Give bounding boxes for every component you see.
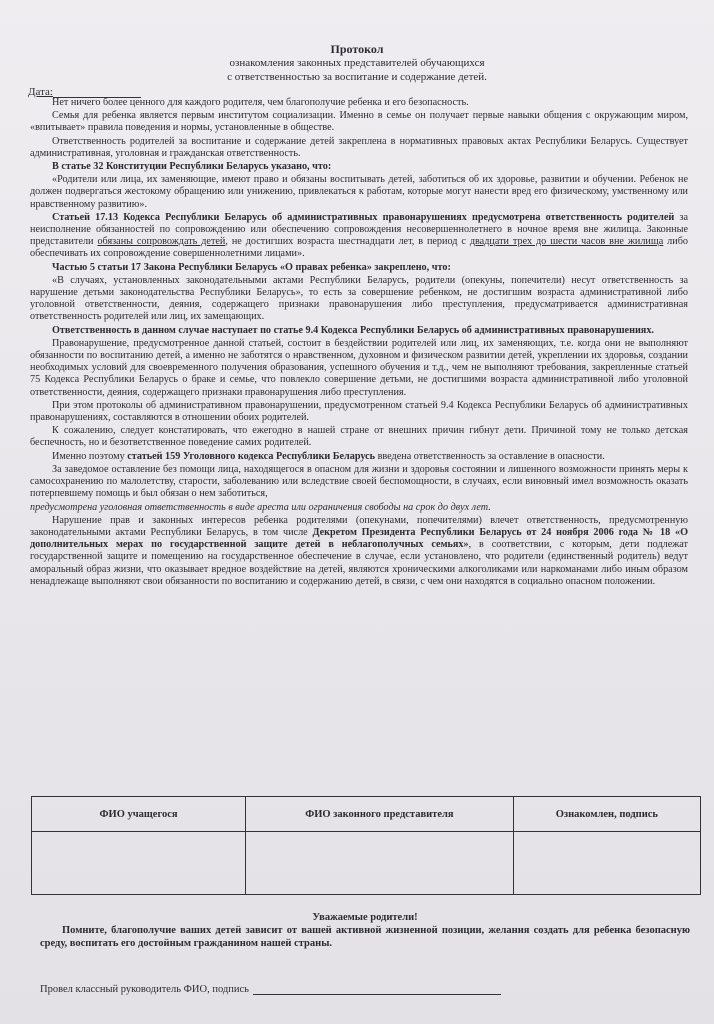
paragraph-article-159	[30, 451, 688, 463]
paragraph-article-9-4: Ответственность в данном случае наступает по статье 9.4 Кодекса Республики Беларусь об административных правонарушениях.	[52, 324, 654, 336]
paragraph-criminal-liability: предусмотрена уголовная ответственность в виде ареста или ограничения свободы на срок до двух лет.	[30, 501, 491, 513]
paragraph-3: Ответственность родителей за воспитание и содержание детей закреплена в нормативных правовых актах Республики Беларусь. Существует административная, уголовная и гражданская ответственность.	[30, 135, 688, 159]
footer-note	[40, 911, 690, 950]
article-17-13-text-1: за неисполнение обязанностей по сопровождению или обеспечению сопровождения несовершеннолетнего в ночное время вне жилища. Законные представители	[30, 211, 688, 248]
paragraph-2: Семья для ребенка является первым институтом социализации. Именно в семье он получает первые навыки общения с окружающим миром, «впитывает» правила поведения и нормы, установленные в обществе.	[30, 110, 688, 134]
signature-cell[interactable]	[513, 832, 700, 895]
paragraph-child-rights-quote: «В случаях, установленных законодательными актами Республики Беларусь, родители (опекуны, попечители) несут ответственность за нарушение детьми законодательства Республики Беларусь», то есть за совершение ребенком, не достигшим возраста административной либо уголовной ответственности, деяния, содержащего признаки правонарушения либо преступления, предусматривается административная ответственность родителей или лиц, их замещающих.	[30, 274, 688, 323]
article-17-13-text-3: либо обеспечивать их сопровождение совершеннолетними лицами».	[30, 236, 688, 260]
decree-bold: Декретом Президента Республики Беларусь от 24 ноября 2006 года № 18 «О дополнительных мерах по государственной защите детей в неблагополучных семьях»	[30, 526, 688, 551]
decree-text-1: Нарушение прав и законных интересов ребенка родителями (опекунами, попечителями) влечет ответственность, предусмотренную законодательными актами Республики Беларусь, в том числе	[30, 514, 688, 538]
paragraph-constitution-heading: В статье 32 Конституции Республики Беларусь указано, что:	[52, 161, 332, 173]
document-subtitle-line2: с ответственностью за воспитание и содержание детей.	[227, 71, 487, 83]
article-17-13-underline-1: обязаны сопровождать детей	[97, 236, 226, 248]
paragraph-abandonment: За заведомое оставление без помощи лица, находящегося в опасном для жизни и здоровья состоянии и лишенного возможности принять меры к самосохранению по малолетству, старости, заболеванию или вследствие своей беспомощности, в случаях, если виновный имел возможность оказать потерпевшему помощь и был обязан о нем заботиться,	[30, 463, 688, 500]
teacher-signature-line	[40, 984, 501, 995]
column-header-student: ФИО учащегося	[32, 797, 246, 832]
footer-text: Помните, благополучие ваших детей зависит от вашей активной жизненной позиции, желания создать для ребенка безопасную среду, воспитать его достойным гражданином нашей страны.	[40, 925, 690, 949]
student-name-cell[interactable]	[32, 832, 246, 895]
representative-name-cell[interactable]	[246, 832, 514, 895]
paragraph-article-17-13	[30, 212, 688, 261]
date-label: Дата:	[28, 86, 53, 98]
signature-table-header-row	[32, 797, 701, 832]
article-17-13-bold: Статьей 17.13 Кодекса Республики Беларусь об административных правонарушениях предусмотрена ответственность родителей	[52, 211, 675, 223]
paragraph-1: Нет ничего более ценного для каждого родителя, чем благополучие ребенка и его безопасность.	[52, 97, 469, 108]
column-header-representative: ФИО законного представителя	[246, 797, 514, 832]
paragraph-protocols: При этом протоколы об административном правонарушении, предусмотренном статьей 9.4 Кодекса Республики Беларусь об административных правонарушениях, составляются в отношении обоих родителей.	[30, 399, 688, 424]
signature-table-row	[32, 832, 701, 895]
paragraph-decree	[30, 515, 688, 588]
article-159-text-2: введена ответственность за оставление в опасности.	[375, 450, 605, 462]
teacher-label: Провел классный руководитель ФИО, подпись	[40, 984, 249, 995]
document-header	[0, 42, 714, 84]
decree-text-2: , в соответствии, с которым, дети подлежат государственной защите и помещению на государственное обеспечение в случае, если установлено, что родители (единственный родитель) ведут аморальный образ жизни, что оказывает вредное воздействие на детей, являются хроническими алкоголиками или наркоманами либо иным образом ненадлежаще выполняют свои обязанности по воспитанию и содержанию детей, в связи, с чем они находятся в социально опасном положении.	[30, 539, 688, 587]
document-subtitle-line1: ознакомления законных представителей обучающихся	[229, 57, 485, 69]
paragraph-constitution-quote: «Родители или лица, их заменяющие, имеют право и обязаны воспитывать детей, заботиться об их здоровье, развитии и обучении. Ребенок не должен подвергаться жестокому обращению или унижению, привлекаться к работам, которые могут нанести вред его физическому, умственному или нравственному развитию».	[30, 174, 688, 210]
paragraph-regret: К сожалению, следует констатировать, что ежегодно в нашей стране от внешних причин гибнут дети. Причиной тому не только детская беспечность, но и безответственное поведение самих родителей.	[30, 425, 688, 449]
footer-heading: Уважаемые родители!	[312, 912, 418, 923]
document-body	[30, 97, 688, 589]
article-17-13-text-2: , не достигших возраста шестнадцати лет, в период с	[225, 236, 470, 248]
paragraph-offense-description: Правонарушение, предусмотренное данной статьей, состоит в бездействии родителей или лиц, их заменяющих, т.е. когда они не выполняют обязанности по воспитанию детей, а именно не заботятся о нравственном, духовном и физическом развитии детей, укреплении их здоровья, создании необходимых условий для своевременного получения образования, успешного обучения и т.д., чем не выполняют требования, закрепленные статьей 75 Кодекса Республики Беларусь о браке и семье, что повлекло совершение детьми, не достигшими возраста административной либо уголовной ответственности, деяния, содержащего признаки правонарушения либо преступления.	[30, 337, 688, 398]
column-header-signature: Ознакомлен, подпись	[513, 797, 700, 832]
document-title: Протокол	[330, 42, 384, 56]
article-159-text-1: Именно поэтому	[52, 450, 128, 462]
article-159-bold: статьей 159 Уголовного кодекса Республики Беларусь	[127, 450, 376, 462]
teacher-blank-line[interactable]	[253, 984, 501, 995]
signature-table	[31, 796, 701, 895]
paragraph-child-rights-heading: Частью 5 статьи 17 Закона Республики Беларусь «О правах ребенка» закреплено, что:	[52, 261, 451, 273]
article-17-13-underline-2: двадцати трех до шести часов вне жилища	[469, 236, 664, 248]
